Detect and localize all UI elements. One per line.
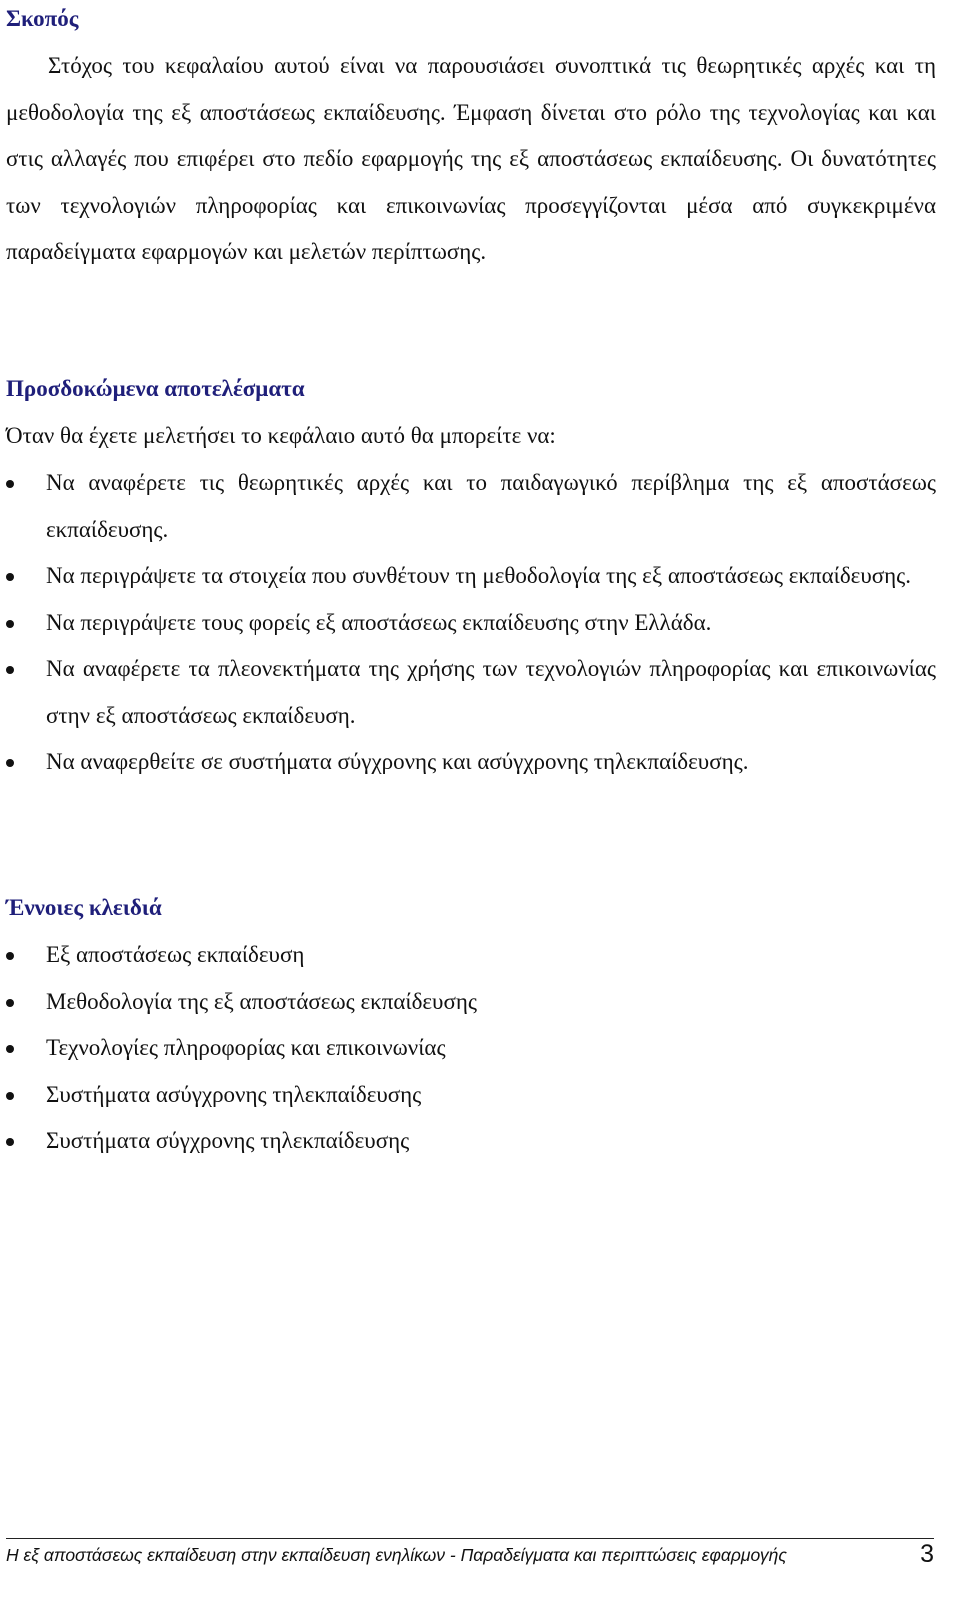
list-item-text: Να αναφέρετε τα πλεονεκτήματα της χρήσης των τεχνολογιών πληροφορίας και επικοινωνίας στην εξ αποστάσεως εκπαίδευση.	[46, 656, 936, 728]
outcomes-heading: Προσδοκώμενα αποτελέσματα	[6, 376, 305, 401]
list-item-text: Συστήματα σύγχρονης τηλεκπαίδευσης	[46, 1128, 410, 1153]
bullet-icon	[6, 480, 14, 488]
list-item	[0, 932, 936, 979]
bullet-icon	[6, 573, 14, 581]
scope-paragraph	[6, 43, 936, 276]
bullet-icon	[6, 952, 14, 960]
list-item	[0, 1025, 936, 1072]
list-item-text: Να περιγράψετε τους φορείς εξ αποστάσεως εκπαίδευσης στην Ελλάδα.	[46, 609, 712, 635]
outcomes-intro: Όταν θα έχετε μελετήσει το κεφάλαιο αυτό θα μπορείτε να:	[6, 423, 556, 448]
scope-heading: Σκοπός	[6, 6, 79, 31]
list-item	[0, 553, 936, 600]
outcomes-list	[0, 460, 936, 786]
bullet-icon	[6, 1138, 14, 1146]
scope-paragraph-text: Στόχος του κεφαλαίου αυτού είναι να παρουσιάσει συνοπτικά τις θεωρητικές αρχές και τη μεθοδολογία της εξ αποστάσεως εκπαίδευσης. Έμφαση δίνεται στο ρόλο της τεχνολογίας και και στις αλλαγές που επιφέρει στο πεδίο εφαρμογής της εξ αποστάσεως εκπαίδευσης. Οι δυνατότητες των τεχνολογιών πληροφορίας και επικοινωνίας προσεγγίζονται μέσα από συγκεκριμένα παραδείγματα εφαρμογών και μελετών περίπτωσης.	[6, 53, 936, 264]
bullet-icon	[6, 620, 14, 628]
list-item	[0, 979, 936, 1026]
list-item-text: Να περιγράψετε τα στοιχεία που συνθέτουν τη μεθοδολογία της εξ αποστάσεως εκπαίδευσης.	[46, 563, 911, 588]
key-concepts-list	[0, 932, 936, 1165]
list-item-text: Εξ αποστάσεως εκπαίδευση	[46, 942, 305, 967]
list-item	[0, 460, 936, 553]
list-item	[0, 646, 936, 739]
list-item	[0, 739, 936, 786]
key-concepts-heading: Έννοιες κλειδιά	[6, 895, 162, 920]
list-item-text: Να αναφερθείτε σε συστήματα σύγχρονης και ασύγχρονης τηλεκπαίδευσης.	[46, 749, 749, 774]
list-item	[0, 600, 936, 647]
list-item-text: Συστήματα ασύγχρονης τηλεκπαίδευσης	[46, 1081, 422, 1107]
list-item	[0, 1118, 936, 1165]
bullet-icon	[6, 1045, 14, 1053]
list-item	[0, 1072, 936, 1119]
footer-title: Η εξ αποστάσεως εκπαίδευση στην εκπαίδευση ενηλίκων - Παραδείγματα και περιπτώσεις εφαρμογής	[6, 1545, 787, 1565]
bullet-icon	[6, 1092, 14, 1100]
footer-divider	[6, 1538, 934, 1539]
list-item-text: Να αναφέρετε τις θεωρητικές αρχές και το παιδαγωγικό περίβλημα της εξ αποστάσεως εκπαίδευσης.	[46, 470, 936, 542]
bullet-icon	[6, 759, 14, 767]
bullet-icon	[6, 666, 14, 674]
list-item-text: Τεχνολογίες πληροφορίας και επικοινωνίας	[46, 1035, 446, 1060]
page-number: 3	[920, 1540, 934, 1568]
list-item-text: Μεθοδολογία της εξ αποστάσεως εκπαίδευσης	[46, 988, 477, 1014]
bullet-icon	[6, 999, 14, 1007]
